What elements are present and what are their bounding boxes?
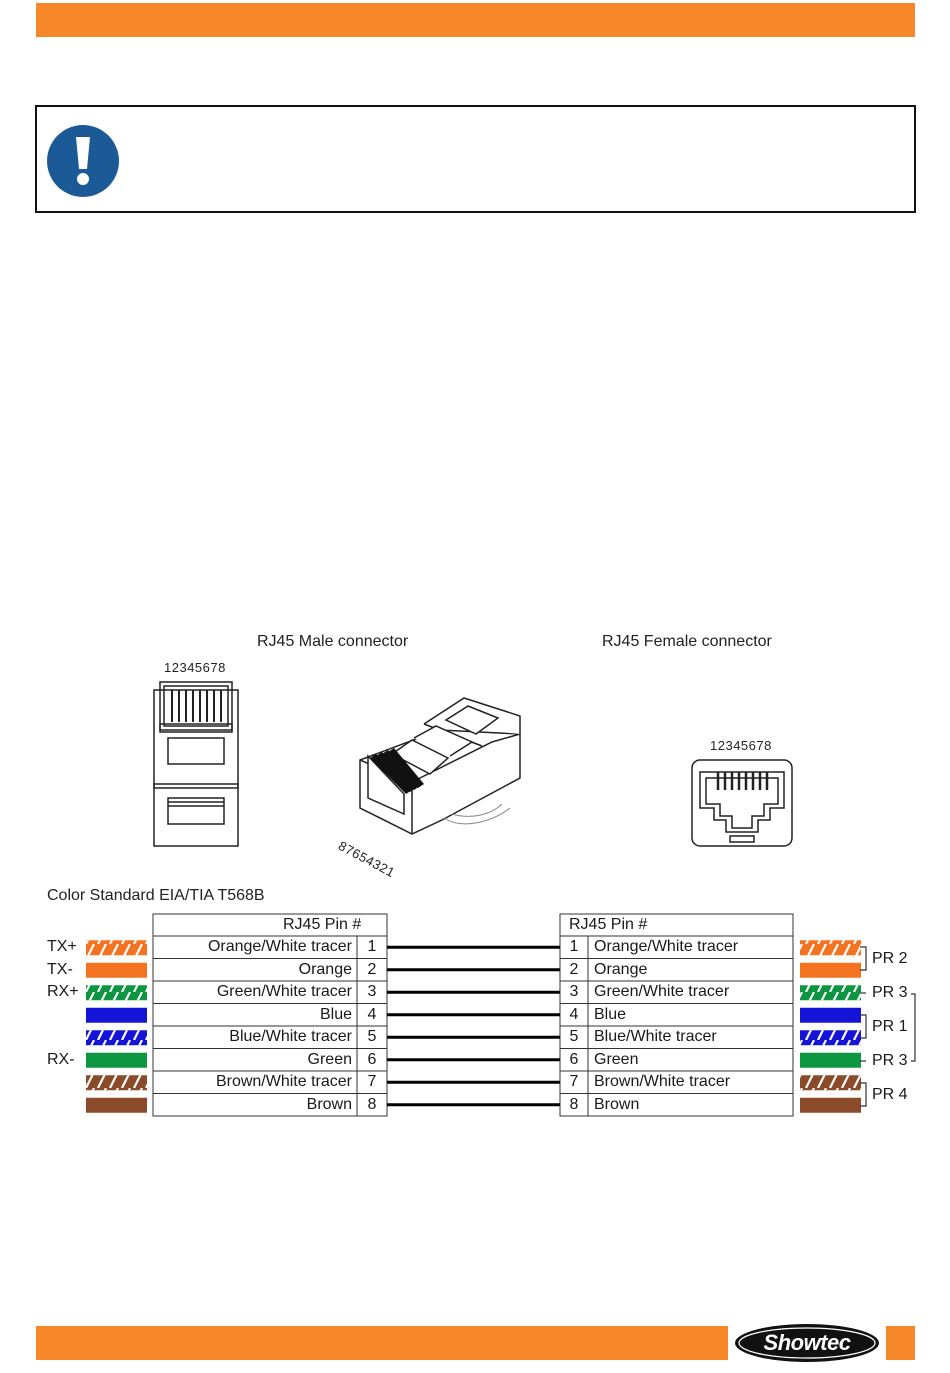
right-swatch-pin-2 (800, 963, 861, 978)
left-pin-number: 7 (367, 1073, 377, 1090)
left-swatch-pin-6 (86, 1053, 147, 1068)
pair-label-pr1: PR 1 (872, 1018, 908, 1035)
left-swatch-stripes-pin-1 (86, 940, 147, 955)
right-swatch-stripes-pin-7 (800, 1075, 861, 1090)
right-swatch-pin-6 (800, 1053, 861, 1068)
male-side-pin-order: 87654321 (335, 838, 398, 881)
right-color-label: Orange/White tracer (594, 938, 739, 955)
signal-label: RX- (47, 1051, 75, 1068)
right-pin-number: 8 (569, 1096, 579, 1113)
right-color-label: Orange (594, 961, 648, 978)
right-swatch-stripes-pin-5 (800, 1030, 861, 1045)
right-swatch-pin-4 (800, 1008, 861, 1023)
pair-label-pr3-bottom: PR 3 (872, 1052, 908, 1069)
right-pin-number: 5 (569, 1028, 579, 1045)
female-pin-order: 12345678 (710, 738, 772, 753)
left-swatch-pin-8 (86, 1098, 147, 1113)
left-pin-number: 6 (367, 1051, 377, 1068)
left-color-label: Orange/White tracer (207, 938, 352, 955)
left-color-label: Brown (306, 1096, 352, 1113)
left-swatch-stripes-pin-3 (86, 985, 147, 1000)
left-pin-header: RJ45 Pin # (283, 916, 362, 933)
right-pin-number: 7 (569, 1073, 579, 1090)
right-pin-number: 3 (569, 983, 579, 1000)
pair-label-pr4: PR 4 (872, 1086, 908, 1103)
pair-label-pr3-top: PR 3 (872, 984, 908, 1001)
right-swatch-stripes-pin-3 (800, 985, 861, 1000)
signal-label: TX- (47, 961, 73, 978)
brand-logo (728, 1318, 886, 1368)
male-front-pin-order: 12345678 (164, 660, 226, 675)
female-connector-title: RJ45 Female connector (602, 633, 772, 650)
right-color-label: Green (594, 1051, 639, 1068)
left-pin-number: 4 (367, 1006, 377, 1023)
left-swatch-stripes-pin-7 (86, 1075, 147, 1090)
left-color-label: Blue (319, 1006, 352, 1023)
right-color-label: Blue (594, 1006, 627, 1023)
left-pin-number: 8 (367, 1096, 377, 1113)
left-color-label: Green (307, 1051, 352, 1068)
right-swatch-pin-8 (800, 1098, 861, 1113)
left-pin-number: 3 (367, 983, 377, 1000)
left-pin-number: 2 (367, 961, 377, 978)
signal-label: RX+ (47, 983, 79, 1000)
left-swatch-pin-2 (86, 963, 147, 978)
right-pin-number: 6 (569, 1051, 579, 1068)
right-color-label: Brown/White tracer (594, 1073, 731, 1090)
left-color-label: Green/White tracer (216, 983, 352, 1000)
left-pin-number: 5 (367, 1028, 377, 1045)
right-pin-header: RJ45 Pin # (569, 916, 648, 933)
right-pin-number: 1 (569, 938, 579, 955)
male-connector-title: RJ45 Male connector (257, 633, 409, 650)
pair-label-pr2: PR 2 (872, 950, 908, 967)
left-color-label: Blue/White tracer (229, 1028, 352, 1045)
right-color-label: Brown (594, 1096, 640, 1113)
left-swatch-pin-4 (86, 1008, 147, 1023)
right-swatch-stripes-pin-1 (800, 940, 861, 955)
left-color-label: Brown/White tracer (215, 1073, 352, 1090)
brand-logo-text: Showtec (763, 1330, 851, 1355)
right-color-label: Blue/White tracer (594, 1028, 717, 1045)
left-swatch-stripes-pin-5 (86, 1030, 147, 1045)
right-color-label: Green/White tracer (594, 983, 730, 1000)
right-pin-number: 4 (569, 1006, 579, 1023)
signal-label: TX+ (47, 938, 77, 955)
left-color-label: Orange (298, 961, 352, 978)
wiring-standard-title: Color Standard EIA/TIA T568B (47, 887, 265, 904)
left-pin-number: 1 (367, 938, 377, 955)
right-pin-number: 2 (569, 961, 579, 978)
